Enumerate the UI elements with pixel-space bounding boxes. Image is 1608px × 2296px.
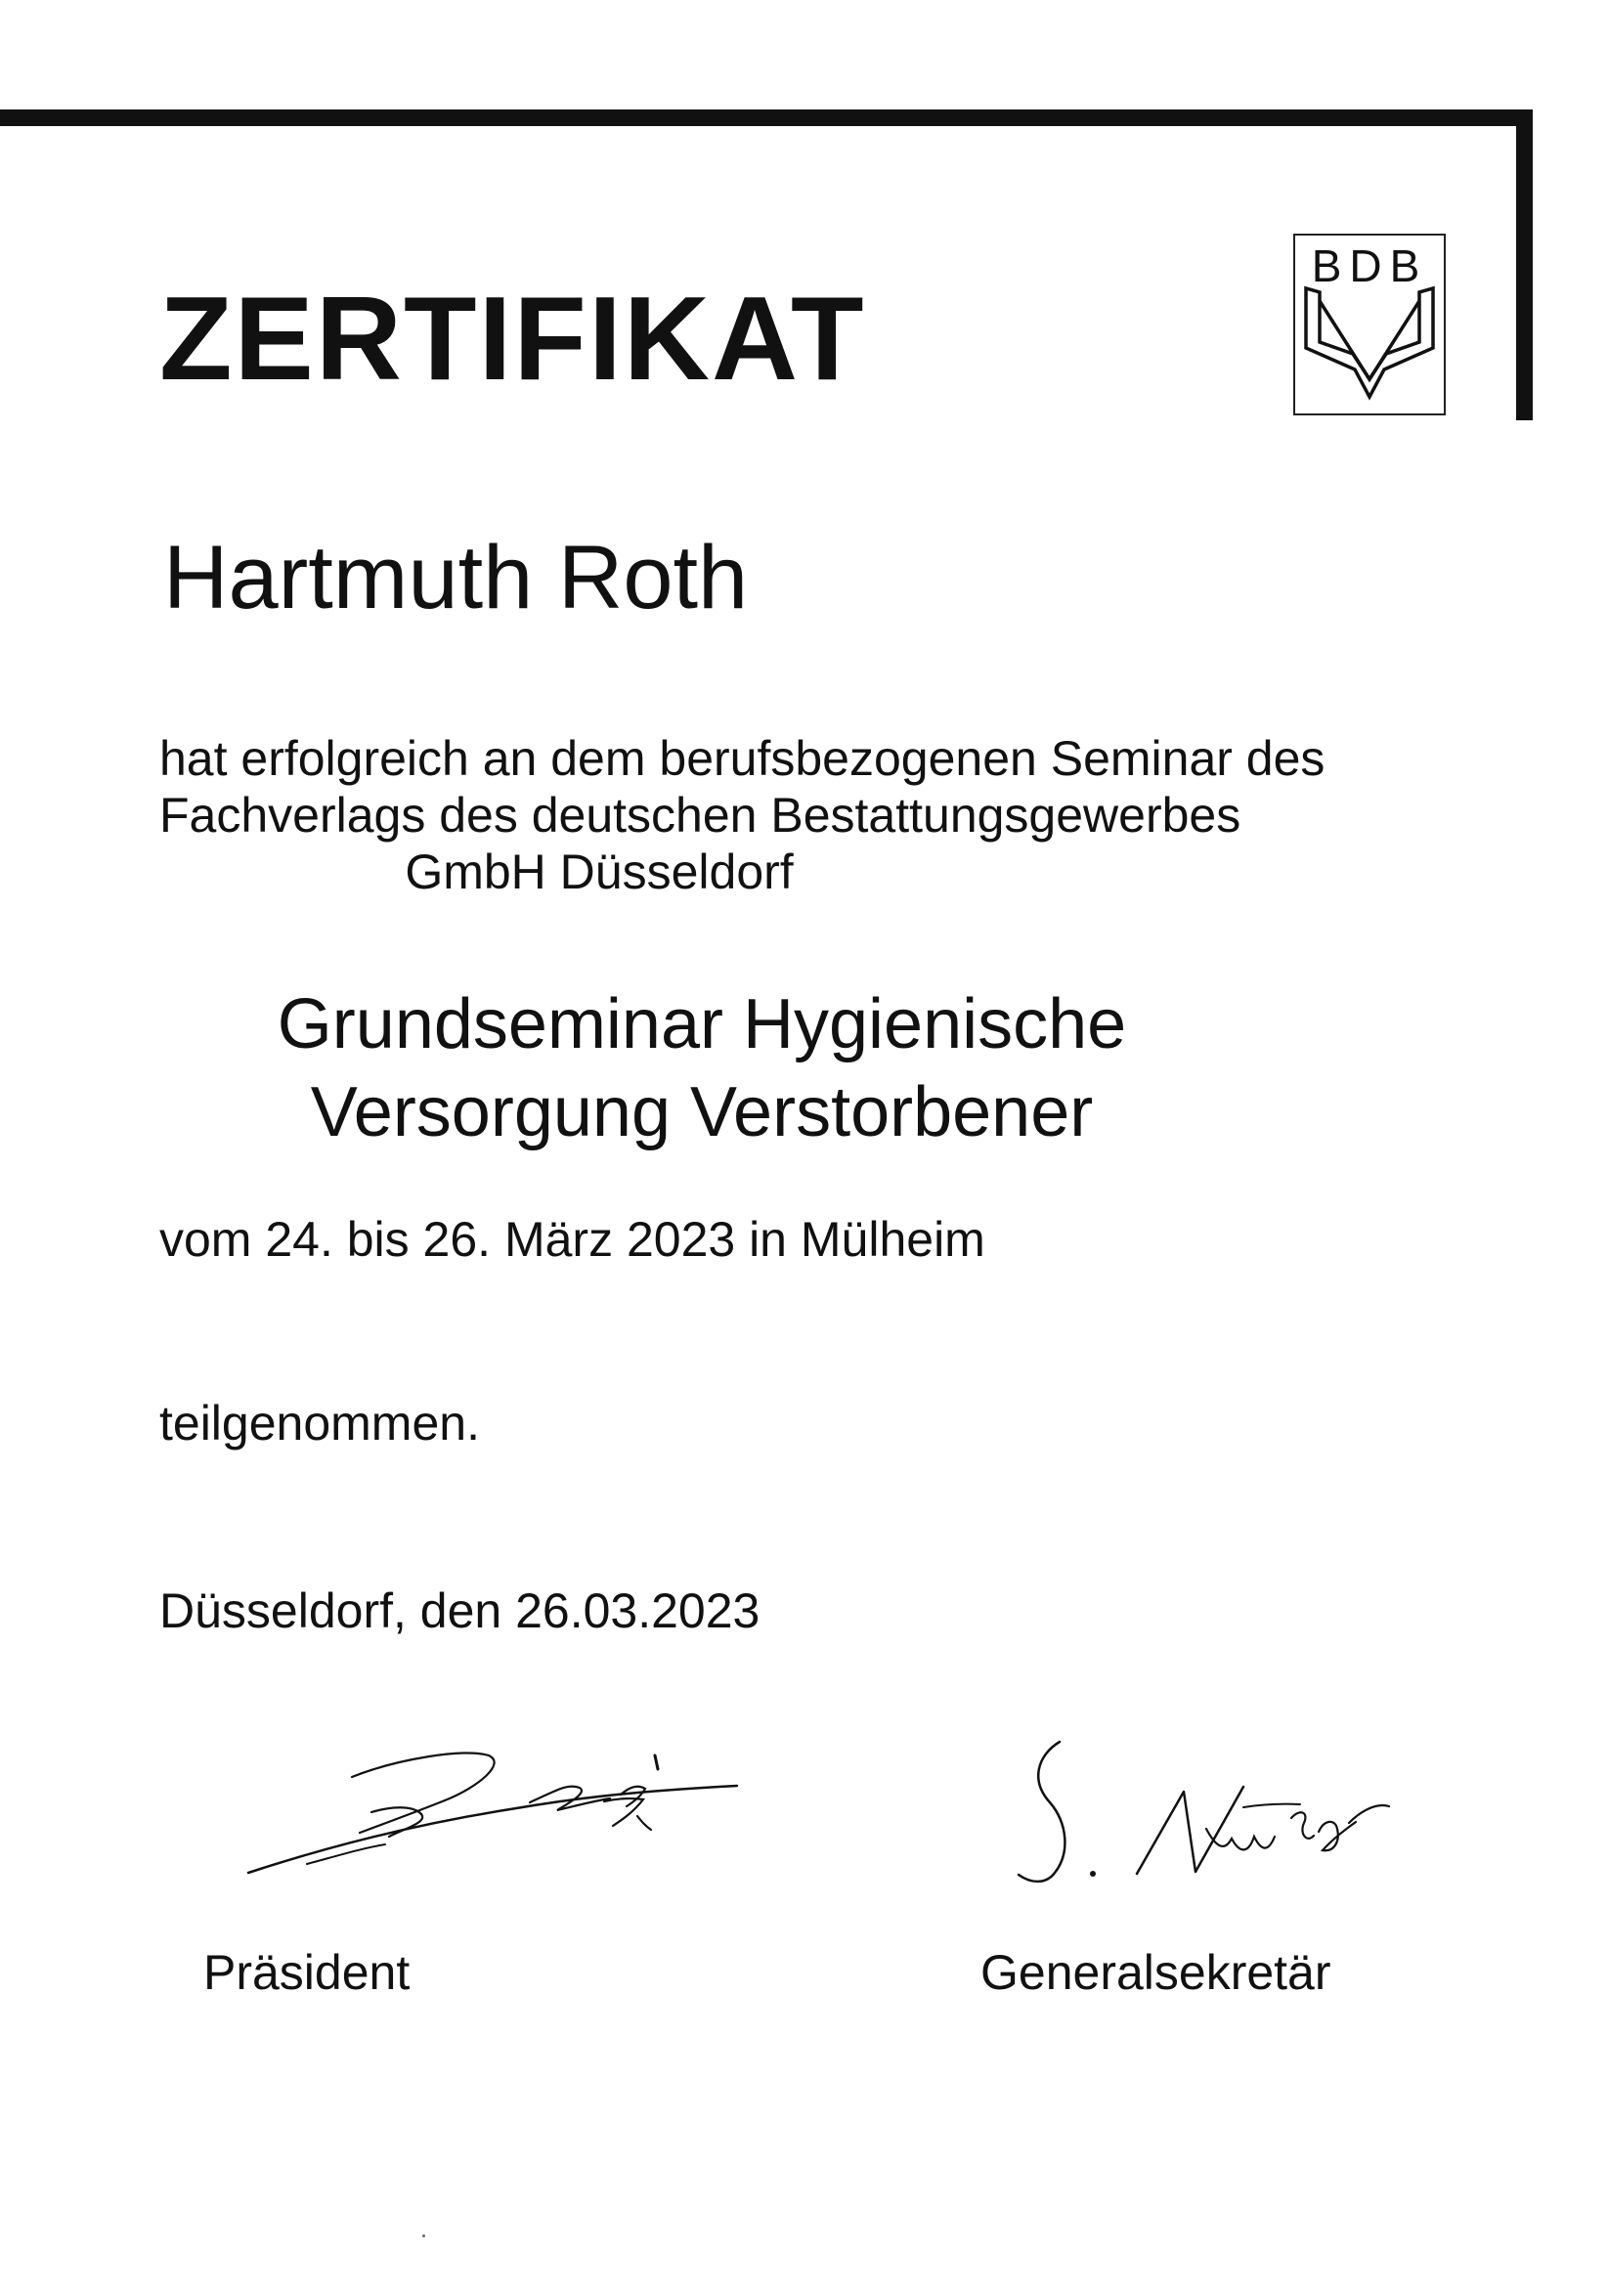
right-border-line: [1516, 109, 1533, 420]
intro-line-2: Fachverlags des deutschen Bestattungsgewerbes: [159, 788, 1241, 843]
bdb-book-logo-icon: [1292, 233, 1447, 416]
president-role-label: Präsident: [203, 1945, 411, 2000]
recipient-name: Hartmuth Roth: [163, 528, 749, 628]
top-border-line: [0, 109, 1533, 126]
scan-dust-speck: [422, 2234, 425, 2237]
general-secretary-signature-icon: [1007, 1730, 1456, 1906]
seminar-dates: vom 24. bis 26. März 2023 in Mülheim: [159, 1212, 985, 1267]
certificate-title: ZERTIFIKAT: [159, 272, 866, 405]
seminar-title-line-1: Grundseminar Hygienische: [277, 985, 1127, 1063]
logo-text: BDB: [1311, 240, 1428, 291]
intro-line-3: GmbH Düsseldorf: [405, 845, 794, 899]
certificate-intro: [159, 730, 1469, 900]
issue-place-date: Düsseldorf, den 26.03.2023: [159, 1583, 761, 1638]
president-signature: [244, 1730, 753, 1886]
intro-line-1: hat erfolgreich an dem berufsbezogenen Seminar des: [159, 731, 1326, 786]
bdb-logo: [1292, 233, 1447, 416]
general-secretary-role-label: Generalsekretär: [980, 1945, 1331, 2000]
seminar-title: [159, 980, 1244, 1156]
seminar-title-line-2: Versorgung Verstorbener: [310, 1073, 1094, 1151]
participation-text: teilgenommen.: [159, 1396, 480, 1451]
general-secretary-signature: [1007, 1730, 1456, 1906]
president-signature-icon: [244, 1730, 753, 1886]
